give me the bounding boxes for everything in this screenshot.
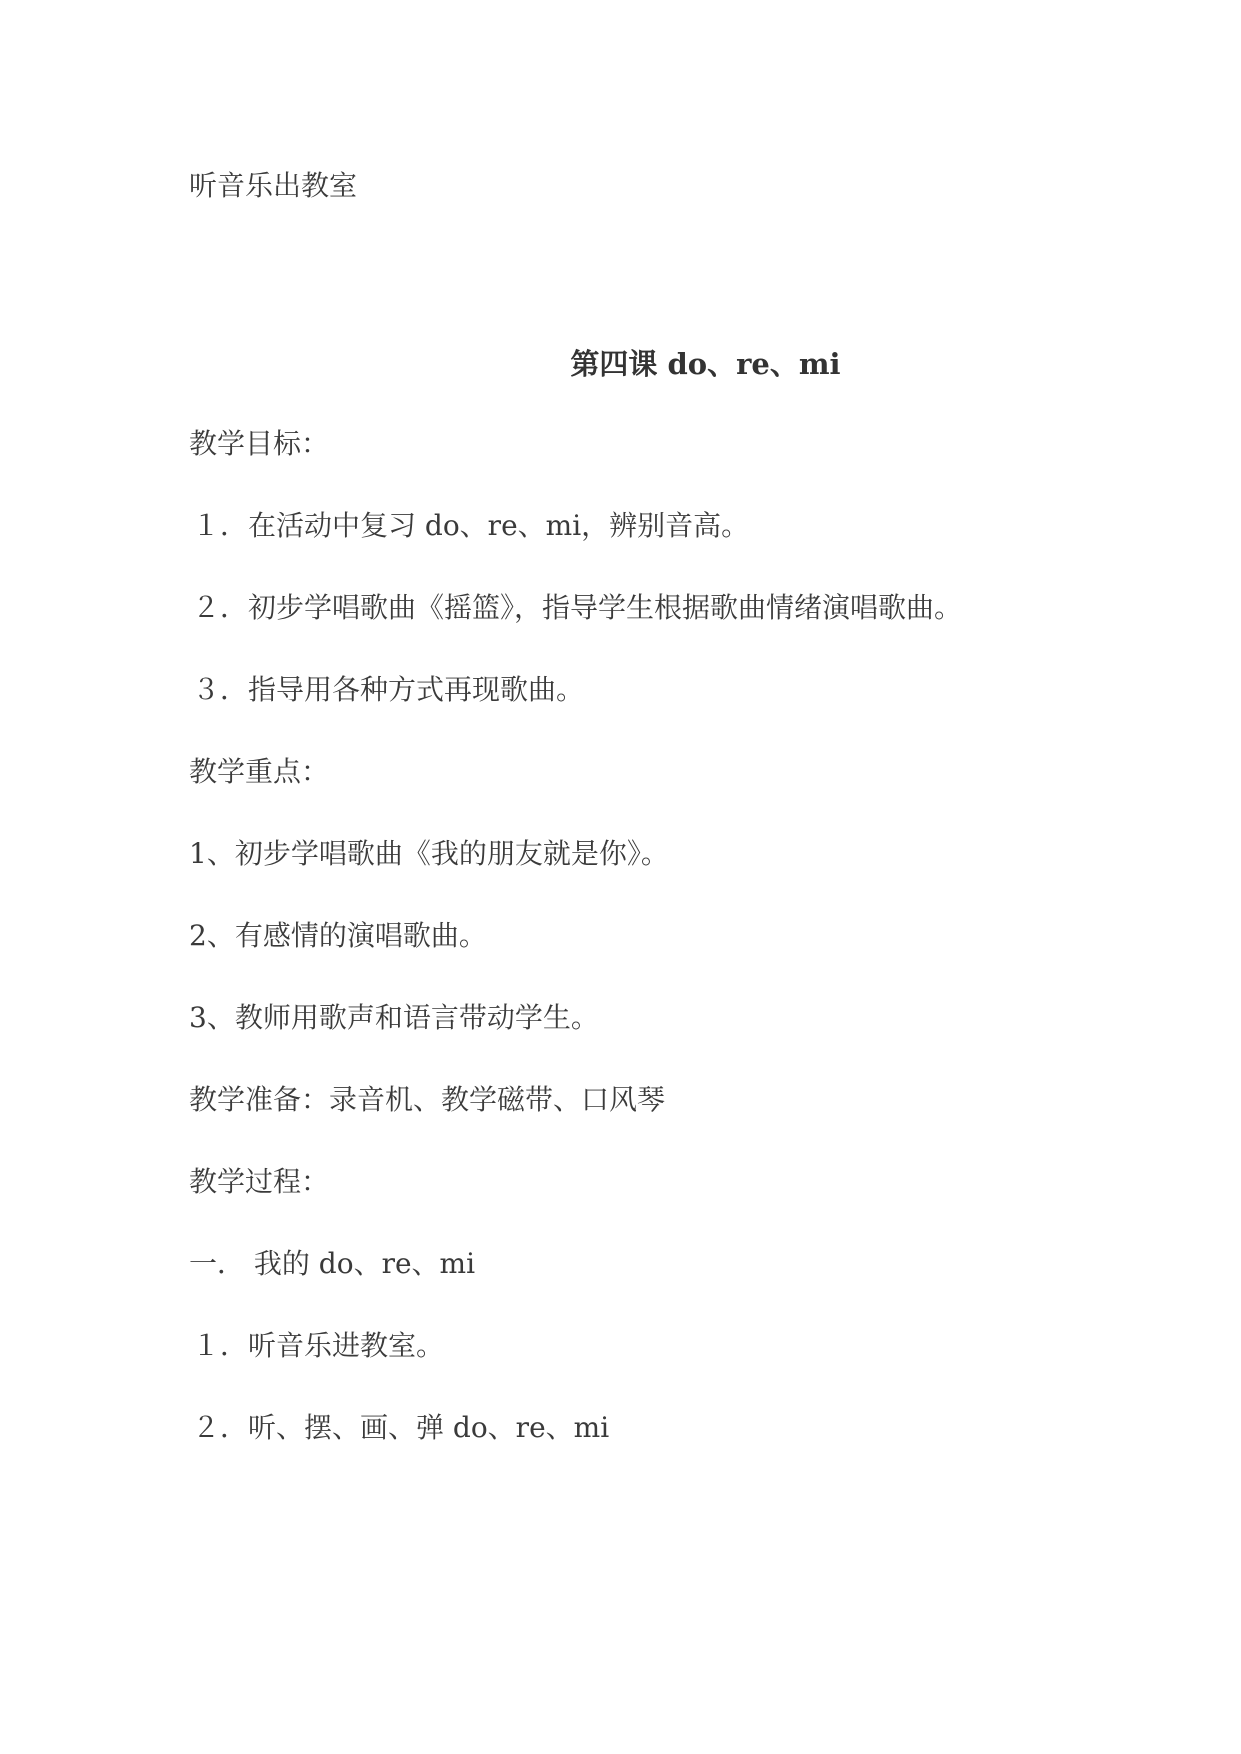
key-points-heading: 教学重点： [189, 755, 330, 788]
key-point-item: 1、初步学唱歌曲《我的朋友就是你》。 [189, 837, 669, 870]
preparation-line: 教学准备：录音机、教学磁带、口风琴 [189, 1083, 666, 1116]
lesson-title: 第四课 do、re、mi [570, 347, 841, 381]
process-step-item: １．听音乐进教室。 [192, 1329, 445, 1362]
objective-item: ２．初步学唱歌曲《摇篮》，指导学生根据歌曲情绪演唱歌曲。 [192, 591, 963, 624]
key-point-item: 2、有感情的演唱歌曲。 [189, 919, 487, 952]
objective-item: １．在活动中复习 do、re、mi，辨别音高。 [192, 509, 750, 542]
key-point-item: 3、教师用歌声和语言带动学生。 [189, 1001, 599, 1034]
intro-line: 听音乐出教室 [189, 169, 358, 202]
process-section-heading: 一． 我的 do、re、mi [189, 1247, 476, 1280]
process-step-item: ２．听、摆、画、弹 do、re、mi [192, 1411, 610, 1444]
process-heading: 教学过程： [189, 1165, 330, 1198]
objective-item: ３．指导用各种方式再现歌曲。 [192, 673, 585, 706]
objectives-heading: 教学目标： [189, 427, 330, 460]
